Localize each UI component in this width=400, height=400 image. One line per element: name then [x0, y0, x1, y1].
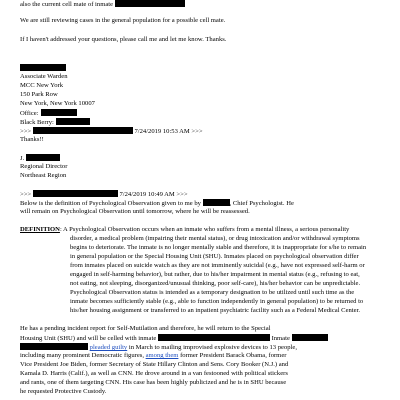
definition-line-4: from inmates placed on suicide watch as they are not imminently suicidal (e.g., have not expressed self-harm or — [70, 262, 365, 269]
definition-line-8: inmate becomes sufficiently stable (e.g., able to function independently in general population) to be returned to — [70, 298, 364, 305]
sig2-initial: J. — [20, 154, 60, 163]
cellmate-line — [20, 0, 185, 9]
definition-label: DEFINITION — [20, 226, 60, 233]
definition-line-2: begins to deteriorate. The inmate is no longer mentally stable and therefore, it is inappropriate for s/he to remain — [70, 244, 367, 251]
thanks-line: Thanks!! — [20, 136, 44, 143]
forward1-header: >>> 7/24/2019 10:53 AM >>> — [20, 128, 203, 135]
redaction-block — [20, 64, 66, 71]
incident-line-1: Housing Unit (SHU) and will be celled with inmate Inmate — [20, 334, 328, 343]
sig1-street: 150 Park Row — [20, 91, 58, 98]
sig1-office: Office: — [20, 109, 77, 118]
redaction-block — [203, 199, 230, 206]
among-them-link[interactable]: among them — [145, 352, 179, 359]
forward2-header: >>> 7/24/2019 10:49 AM >>> — [20, 191, 188, 198]
sig1-name-redaction — [20, 64, 66, 73]
definition-line-7: Psychological Observation status is intended as a temporary designation to be utilized until such time as the — [70, 289, 355, 296]
incident-line-3: including many prominent Democratic figures, among them former President Barack Obama, former — [20, 352, 287, 359]
definition-line-6: not eating, not sleeping, disorganized/unusual thinking, poor self-care), his/her behavior can be unpredictable. — [70, 280, 361, 287]
definition-line-3: in general population or the Special Housing Unit (SHU). Inmates placed on psychological observation differ — [70, 253, 359, 260]
redaction-block — [20, 343, 88, 350]
definition-line-9: his/her housing assignment or transferred to an inpatient psychiatric facility such as a Federal Medical Center. — [70, 307, 361, 314]
definition-intro: Below is the definition of Psychological Observation given to me by , Chief Psychologist. He — [20, 200, 294, 207]
sig2-title: Regional Director — [20, 163, 68, 170]
sig2-region: Northeast Region — [20, 172, 67, 179]
incident-line-2: pleaded guilty in March to mailing improvised explosive devices to 13 people, — [20, 343, 297, 352]
definition-line-1: disorder, a medical problem (impairing their mental status), or drug intoxication and/or withdrawal symptoms — [70, 235, 360, 242]
redaction-block — [292, 334, 328, 341]
redaction-block — [33, 127, 133, 134]
definition-line-0: DEFINITION: A Psychological Observation occurs when an inmate who suffers from a mental illness, a serious personality — [20, 226, 350, 233]
redaction-block — [33, 190, 118, 197]
incident-line-4: Vice President Joe Biden, former Secretary of State Hillary Clinton and Sens. Cory Booker (N.J.) and — [20, 361, 289, 368]
definition-line-5: engaged in self-harming behavior), but rather, due to his/her impairment in mental status (e.g., refusing to eat, — [70, 271, 360, 278]
sig1-city: New York, New York 10007 — [20, 100, 95, 107]
pleaded-guilty-link[interactable]: pleaded guilty — [89, 344, 128, 351]
sig1-title: Associate Warden — [20, 73, 68, 80]
redaction-block — [26, 154, 60, 161]
questions-line: If I haven't addressed your questions, please call me and let me know. Thanks. — [20, 36, 227, 43]
redaction-block — [158, 334, 270, 341]
incident-line-0: He has a pending incident report for Self-Mutilation and therefore, he will return to the Special — [20, 325, 271, 332]
sig1-blackberry: Black Berry: — [20, 118, 90, 127]
incident-line-6: and rants, one of them targeting CNN. His case has been highly publicized and he is in SHU because — [20, 379, 287, 386]
incident-line-5: Kamala D. Harris (Calif.), as well as CNN. He drove around in a van festooned with political stickers — [20, 370, 288, 377]
redaction-block — [56, 118, 90, 125]
incident-line-7: he requested Protective Custody. — [20, 388, 107, 395]
redaction-block — [115, 0, 185, 7]
definition-intro-2: will remain on Psychological Observation until tomorrow, where he will be reassessed. — [20, 208, 250, 215]
reviewing-line: We are still reviewing cases in the general population for a possible cell mate. — [20, 17, 226, 24]
cellmate-text: also the current cell mate of inmate — [20, 1, 114, 8]
sig1-org: MCC New York — [20, 82, 64, 89]
redaction-block — [41, 109, 77, 116]
